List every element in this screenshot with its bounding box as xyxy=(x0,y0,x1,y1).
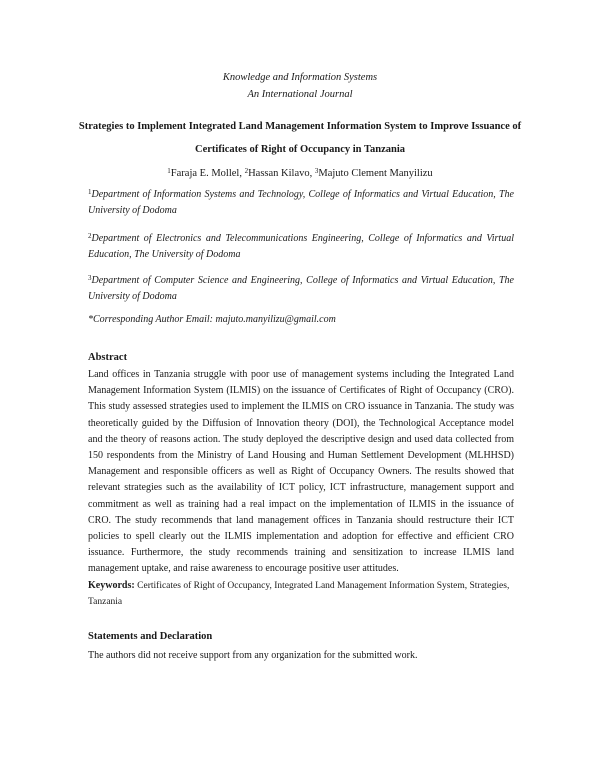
author-3-marker: 3 xyxy=(314,167,319,175)
author-list xyxy=(0,167,600,179)
author-1-marker: 1 xyxy=(167,167,171,175)
author-3: Majuto Clement Manyilizu xyxy=(318,168,433,179)
affiliation-2 xyxy=(88,228,514,263)
author-1: Faraja E. Mollel, xyxy=(170,168,245,179)
statements-text: The authors did not receive support from any organization for the submitted work. xyxy=(88,650,418,661)
affiliation-2-text: Department of Electronics and Telecommunications Engineering, College of Informatics and Virtual Education, The University of Dodoma xyxy=(88,233,514,260)
author-2: Hassan Kilavo, xyxy=(248,168,315,179)
abstract-heading: Abstract xyxy=(88,352,128,363)
journal-name: Knowledge and Information Systems xyxy=(222,72,378,83)
affiliation-3 xyxy=(88,270,514,305)
statements-heading: Statements and Declaration xyxy=(88,631,213,642)
corresponding-author: *Corresponding Author Email: majuto.manyilizu@gmail.com xyxy=(88,314,336,325)
keywords-label: Keywords: xyxy=(88,580,138,591)
journal-subtitle: An International Journal xyxy=(247,89,353,100)
paper-title-line-2: Certificates of Right of Occupancy in Tanzania xyxy=(195,144,405,155)
affiliation-1-marker: 1 xyxy=(88,188,92,196)
author-2-marker: 2 xyxy=(244,167,249,175)
affiliation-1 xyxy=(88,184,514,219)
affiliation-3-text: Department of Computer Science and Engineering, College of Informatics and Virtual Education, The University of Dodoma xyxy=(88,275,514,302)
paper-title-line-1: Strategies to Implement Integrated Land Management Information System to Improve Issuance of xyxy=(78,121,522,132)
affiliation-3-marker: 3 xyxy=(88,274,92,282)
keywords-text: Certificates of Right of Occupancy, Integrated Land Management Information System, Strategies, Tanzania xyxy=(88,581,510,607)
abstract-body: Land offices in Tanzania struggle with poor use of management systems including the Integrated Land Management Information System (ILMIS) on the issuance of Certificates of Right of Occupancy (CRO). This study assessed strategies used to implement the ILMIS on CRO issuance in Tanzania. The study was theoretically guided by the Diffusion of Innovation theory (DOI), the Technological Acceptance model and the theory of reasons action. The study deployed the descriptive design and used data collected from 150 respondents from the Ministry of Land Housing and Human Settlement Development (MLHHSD) Management and responsible officers as well as Right of Occupancy Owners. The results showed that relevant strategies such as the availability of ICT policy, ICT infrastructure, management support and commitment as well as training had a real impact on the implementation of ILMIS in the issuance of CRO. The study recommends that land management offices in Tanzania should restructure their ICT policies to spell clearly out the ILMIS implementation and adoption for effective and efficient CRO issuance. Furthermore, the study recommends training and sensitization to increase ILMIS land management uptake, and raise awareness to encourage positive user attitudes. xyxy=(88,369,514,575)
keywords xyxy=(88,578,514,610)
affiliation-2-marker: 2 xyxy=(88,232,92,240)
affiliation-1-text: Department of Information Systems and Technology, College of Informatics and Virtual Education, The University of Dodoma xyxy=(88,189,514,216)
